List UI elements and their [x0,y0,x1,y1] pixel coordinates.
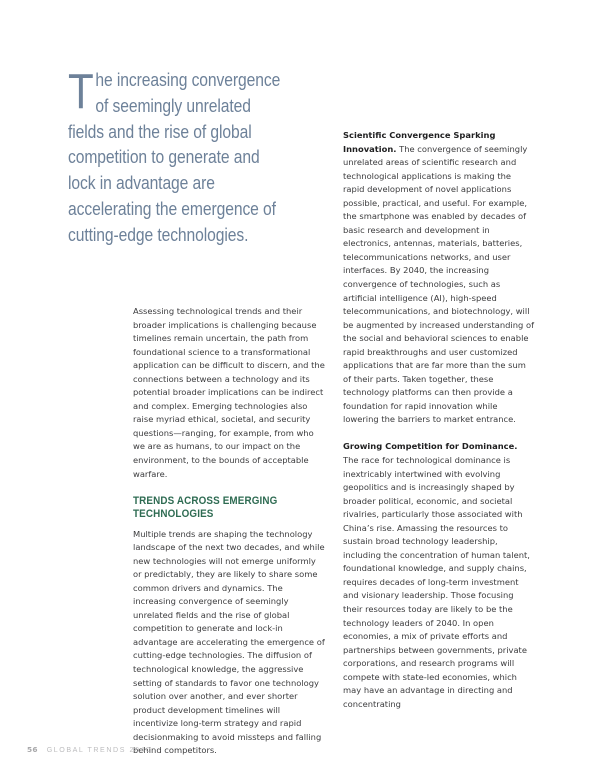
pull-quote-text: he increasing convergence of seemingly unrelated fields and the rise of global competition to generate and lock in advantage are accelerating the emergence of cutting-edge technologies. [68,70,281,245]
document-title: GLOBAL TRENDS 2040 [46,746,152,754]
left-text-column [133,305,325,758]
run-in-head-growing-competition: Growing Competition for Dominance. [343,441,518,452]
pull-quote [68,65,283,249]
right-text-column [343,129,535,711]
section-heading-trends: TRENDS ACROSS EMERGING TECHNOLOGIES [133,494,278,520]
run-in-head-scientific-convergence: Scientific Convergence Sparking Innovation. [343,130,496,154]
right-section-2-body: The race for technological dominance is inextricably intertwined with evolving geopolitics and is increasingly shaped by broader political, economic, and societal rivalries, particularly those associated with China’s rise. Amassing the resources to sustain broad technology leadership, including the concentration of human talent, foundational knowledge, and supply chains, requires decades of long-term investment and visionary leadership. Those focusing their resources today are likely to be the technology leaders of 2040. In open economies, a mix of private efforts and partnerships between governments, private corporations, and research programs will compete with state-led economies, which may have an advantage in directing and concentrating [343,454,530,709]
pull-quote-dropcap: T [68,65,94,119]
right-section-1-body: The convergence of seemingly unrelated areas of scientific research and technological applications is making the rapid development of novel applications possible, practical, and useful. For example, the smartphone was enabled by decades of basic research and development in electronics, antennas, materials, batteries, telecommunications networks, and user interfaces. By 2040, the increasing convergence of technologies, such as artificial intelligence (AI), high-speed telecommunications, and biotechnology, will be augmented by increased understanding of the social and behavioral sciences to enable rapid breakthroughs and user customized applications that are far more than the sum of their parts. Taken together, these technology platforms can then provide a foundation for rapid innovation while lowering the barriers to market entrance. [343,143,535,425]
page-footer [27,745,151,754]
right-section-2 [343,440,535,711]
right-section-1 [343,129,535,427]
page-number: 56 [27,745,38,754]
left-paragraph-2: Multiple trends are shaping the technology landscape of the next two decades, and while new technologies will not emerge uniformly or predictably, they are likely to share some common drivers and dynamics. The increasing convergence of seemingly unrelated fields and the rise of global competition to generate and lock-in advantage are accelerating the emergence of cutting-edge technologies. The diffusion of technological knowledge, the aggressive setting of standards to favor one technology solution over another, and ever shorter product development timelines will incentivize long-term strategy and rapid decisionmaking to avoid missteps and falling behind competitors. [133,528,325,756]
left-paragraph-1: Assessing technological trends and their broader implications is challenging because timelines remain uncertain, the path from foundational science to a transformational application can be difficult to discern, and the connections between a technology and its potential broader implications can be indirect and complex. Emerging technologies also raise myriad ethical, societal, and security questions—ranging, for example, from who we are as humans, to our impact on the environment, to the bounds of acceptable warfare. [133,306,325,479]
